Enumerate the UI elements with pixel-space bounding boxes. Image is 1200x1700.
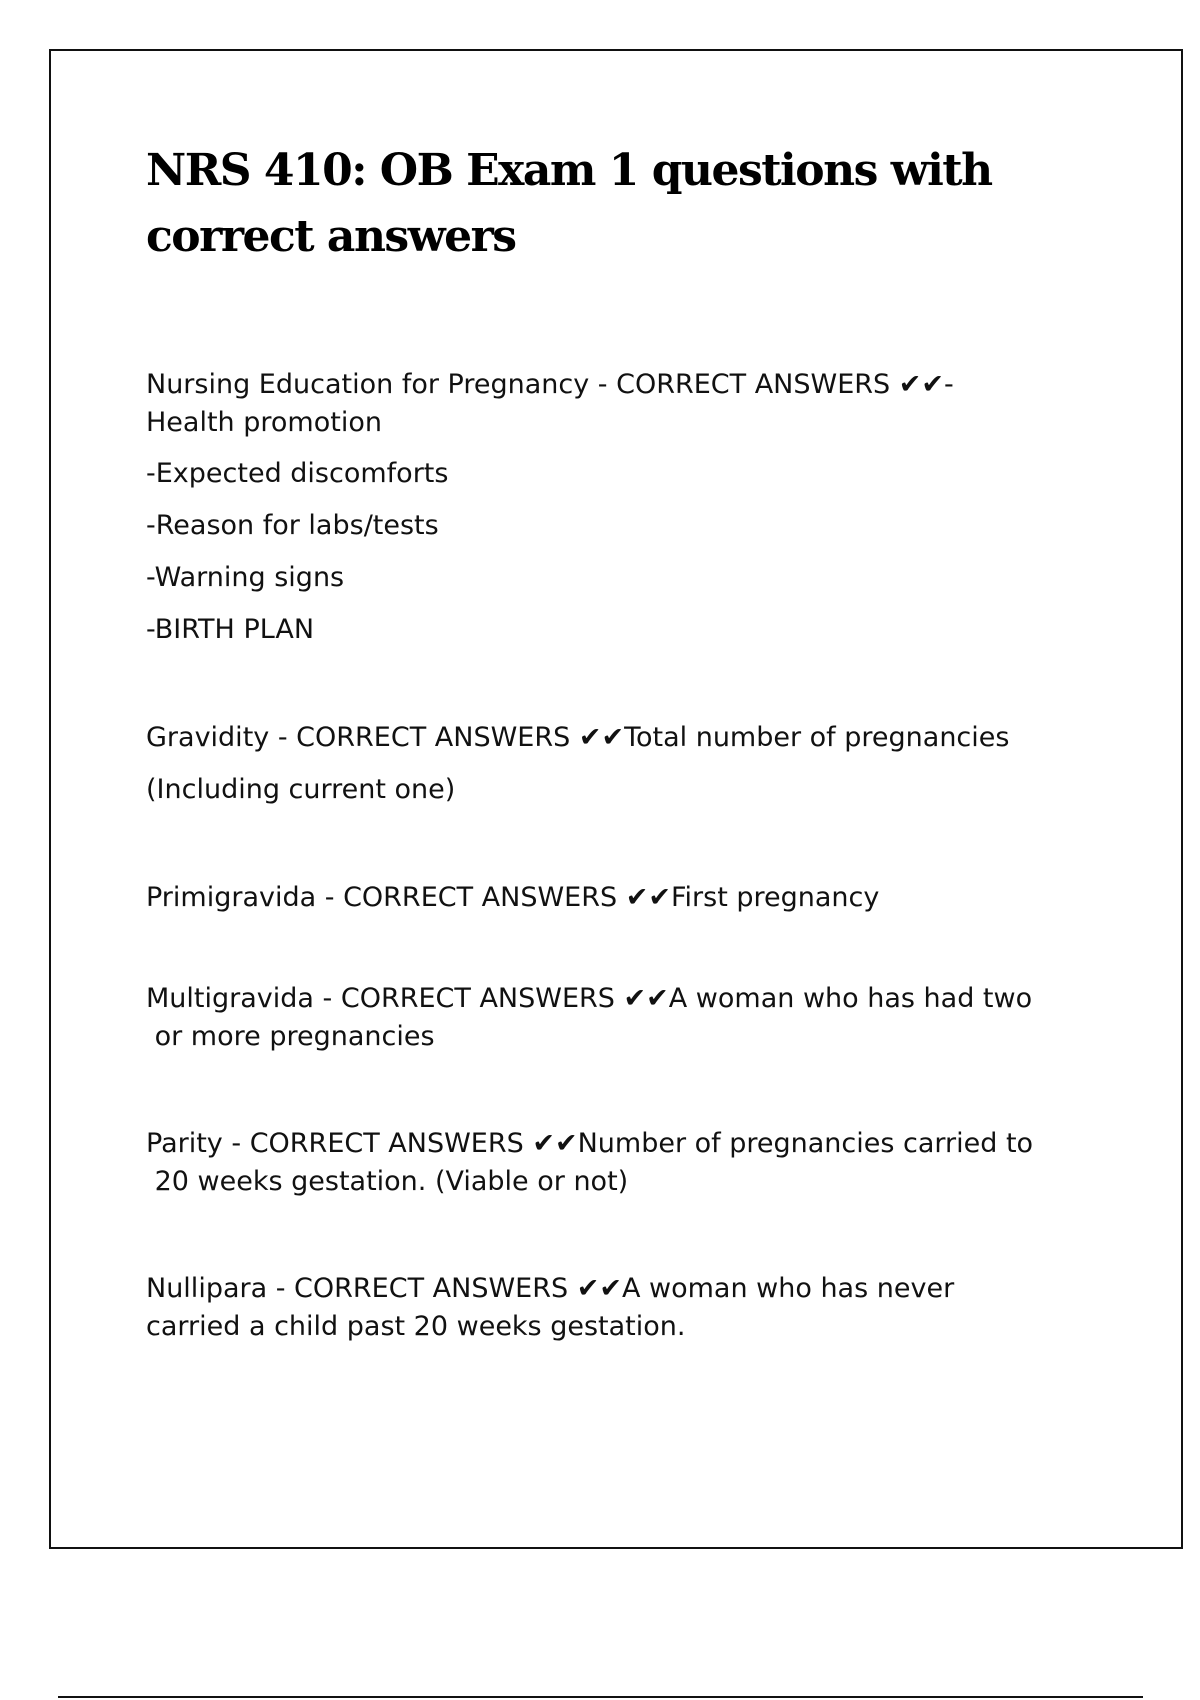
- footer-divider: [58, 1696, 1143, 1698]
- entry-nullipara: Nullipara - CORRECT ANSWERS ✔✔A woman who has never carried a child past 20 weeks gestation.: [146, 1273, 955, 1342]
- list-item: -BIRTH PLAN: [146, 614, 315, 645]
- list-item: -Expected discomforts: [146, 458, 449, 489]
- flashcard-list: [146, 366, 1106, 1346]
- entry-primigravida: Primigravida - CORRECT ANSWERS ✔✔First pregnancy: [146, 882, 880, 913]
- entry-multigravida: Multigravida - CORRECT ANSWERS ✔✔A woman who has had two or more pregnancies: [146, 983, 1033, 1052]
- entry-text: Nursing Education for Pregnancy - CORRECT ANSWERS ✔✔- Health promotion: [146, 369, 954, 438]
- entry-gravidity: Gravidity - CORRECT ANSWERS ✔✔Total number of pregnancies (Including current one): [146, 722, 1010, 805]
- entry-nursing-education: [146, 366, 1106, 656]
- list-item: -Warning signs: [146, 562, 345, 593]
- page-title: NRS 410: OB Exam 1 questions with correct answers: [146, 145, 992, 262]
- entry-parity: Parity - CORRECT ANSWERS ✔✔Number of pregnancies carried to 20 weeks gestation. (Viable or not): [146, 1128, 1034, 1197]
- list-item: -Reason for labs/tests: [146, 510, 439, 541]
